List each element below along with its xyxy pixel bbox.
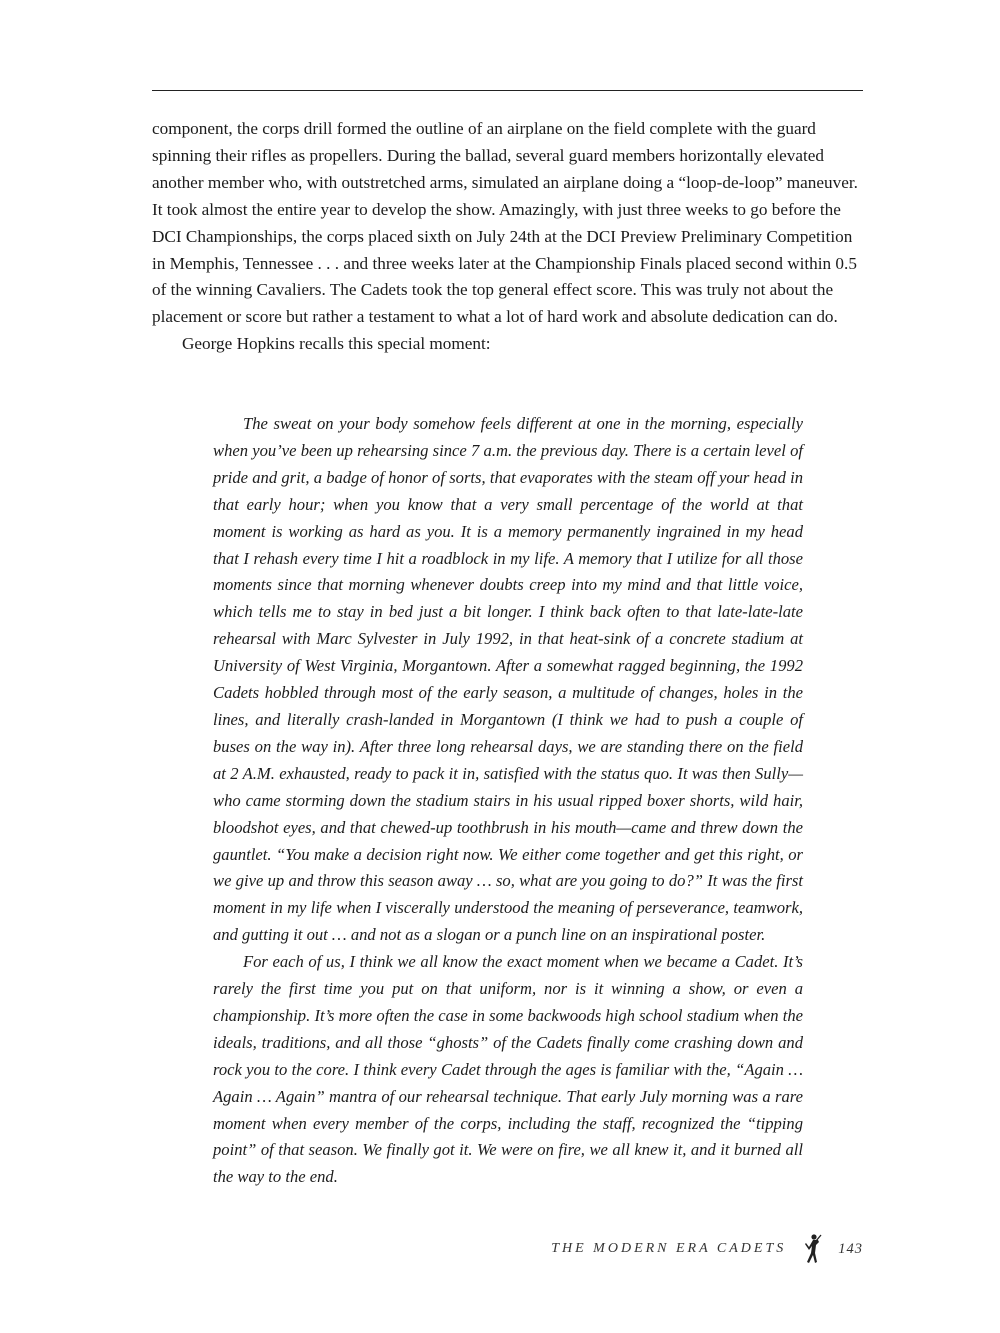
block-quote [213,411,803,1191]
quote-introduction: George Hopkins recalls this special moment: [182,334,491,354]
quote-paragraph: The sweat on your body somehow feels different at one in the morning, especially when you’ve been up rehearsing since 7 a.m. the previous day. There is a certain level of pride and grit, a badge of honor of sorts, that evaporates with the steam off your head in that early hour; when you know that a very small percentage of the world at that moment is working as hard as you. It is a memory permanently ingrained in my head that I rehash every time I hit a roadblock in my life. A memory that I utilize for all those moments since that morning whenever doubts creep into my mind and that little voice, which tells me to stay in bed just a bit longer. I think back often to that late-late-late rehearsal with Marc Sylvester in July 1992, in that heat-sink of a concrete stadium at University of West Virginia, Morgantown. After a somewhat ragged beginning, the 1992 Cadets hobbled through most of the early season, a multitude of changes, holes in the lines, and literally crash-landed in Morgantown (I think we had to push a couple of buses on the way in). After three long rehearsal days, we are standing there on the field at 2 A.M. exhausted, ready to pack it in, satisfied with the status quo. It was then Sully—who came storming down the stadium stairs in his usual ripped boxer shorts, wild hair, bloodshot eyes, and that chewed-up toothbrush in his mouth—came and threw down the gauntlet. “You make a decision right now. We either come together and get this right, or we give up and throw this season away … so, what are you going to do?” It was the first moment in my life when I viscerally understood the meaning of perseverance, teamwork, and gutting it out … and not as a slogan or a punch line on an inspirational poster. [213,414,803,945]
header-rule [152,90,863,91]
body-text [152,116,863,358]
running-head: THE MODERN ERA CADETS [551,1241,787,1256]
quote-paragraph: For each of us, I think we all know the exact moment when we became a Cadet. It’s rarely the first time you put on that uniform, nor is it winning a show, or even a championship. It’s more often the case in some backwoods high school stadium when the ideals, traditions, and all those “ghosts” of the Cadets finally come crashing down and rock you to the core. I think every Cadet through the ages is familiar with the, “Again … Again … Again” mantra of our rehearsal technique. That early July morning was a rare moment when every member of the corps, including the staff, recognized the “tipping point” of that season. We finally got it. We were on fire, we all knew it, and it burned all the way to the end. [213,952,803,1187]
cadet-figure-icon [800,1233,822,1265]
page-footer [440,1232,863,1266]
body-paragraph: component, the corps drill formed the outline of an airplane on the field complete with the guard spinning their rifles as propellers. During the ballad, several guard members horizontally elevated another member who, with outstretched arms, simulated an airplane doing a “loop-de-loop” maneuver. It took almost the entire year to develop the show. Amazingly, with just three weeks to go before the DCI Championships, the corps placed sixth on July 24th at the DCI Preview Preliminary Competition in Memphis, Tennessee . . . and three weeks later at the Championship Finals placed second within 0.5 of the winning Cavaliers. The Cadets took the top general effect score. This was truly not about the placement or score but rather a testament to what a lot of hard work and absolute dedication can do. [152,119,858,327]
page-number: 143 [838,1240,863,1257]
